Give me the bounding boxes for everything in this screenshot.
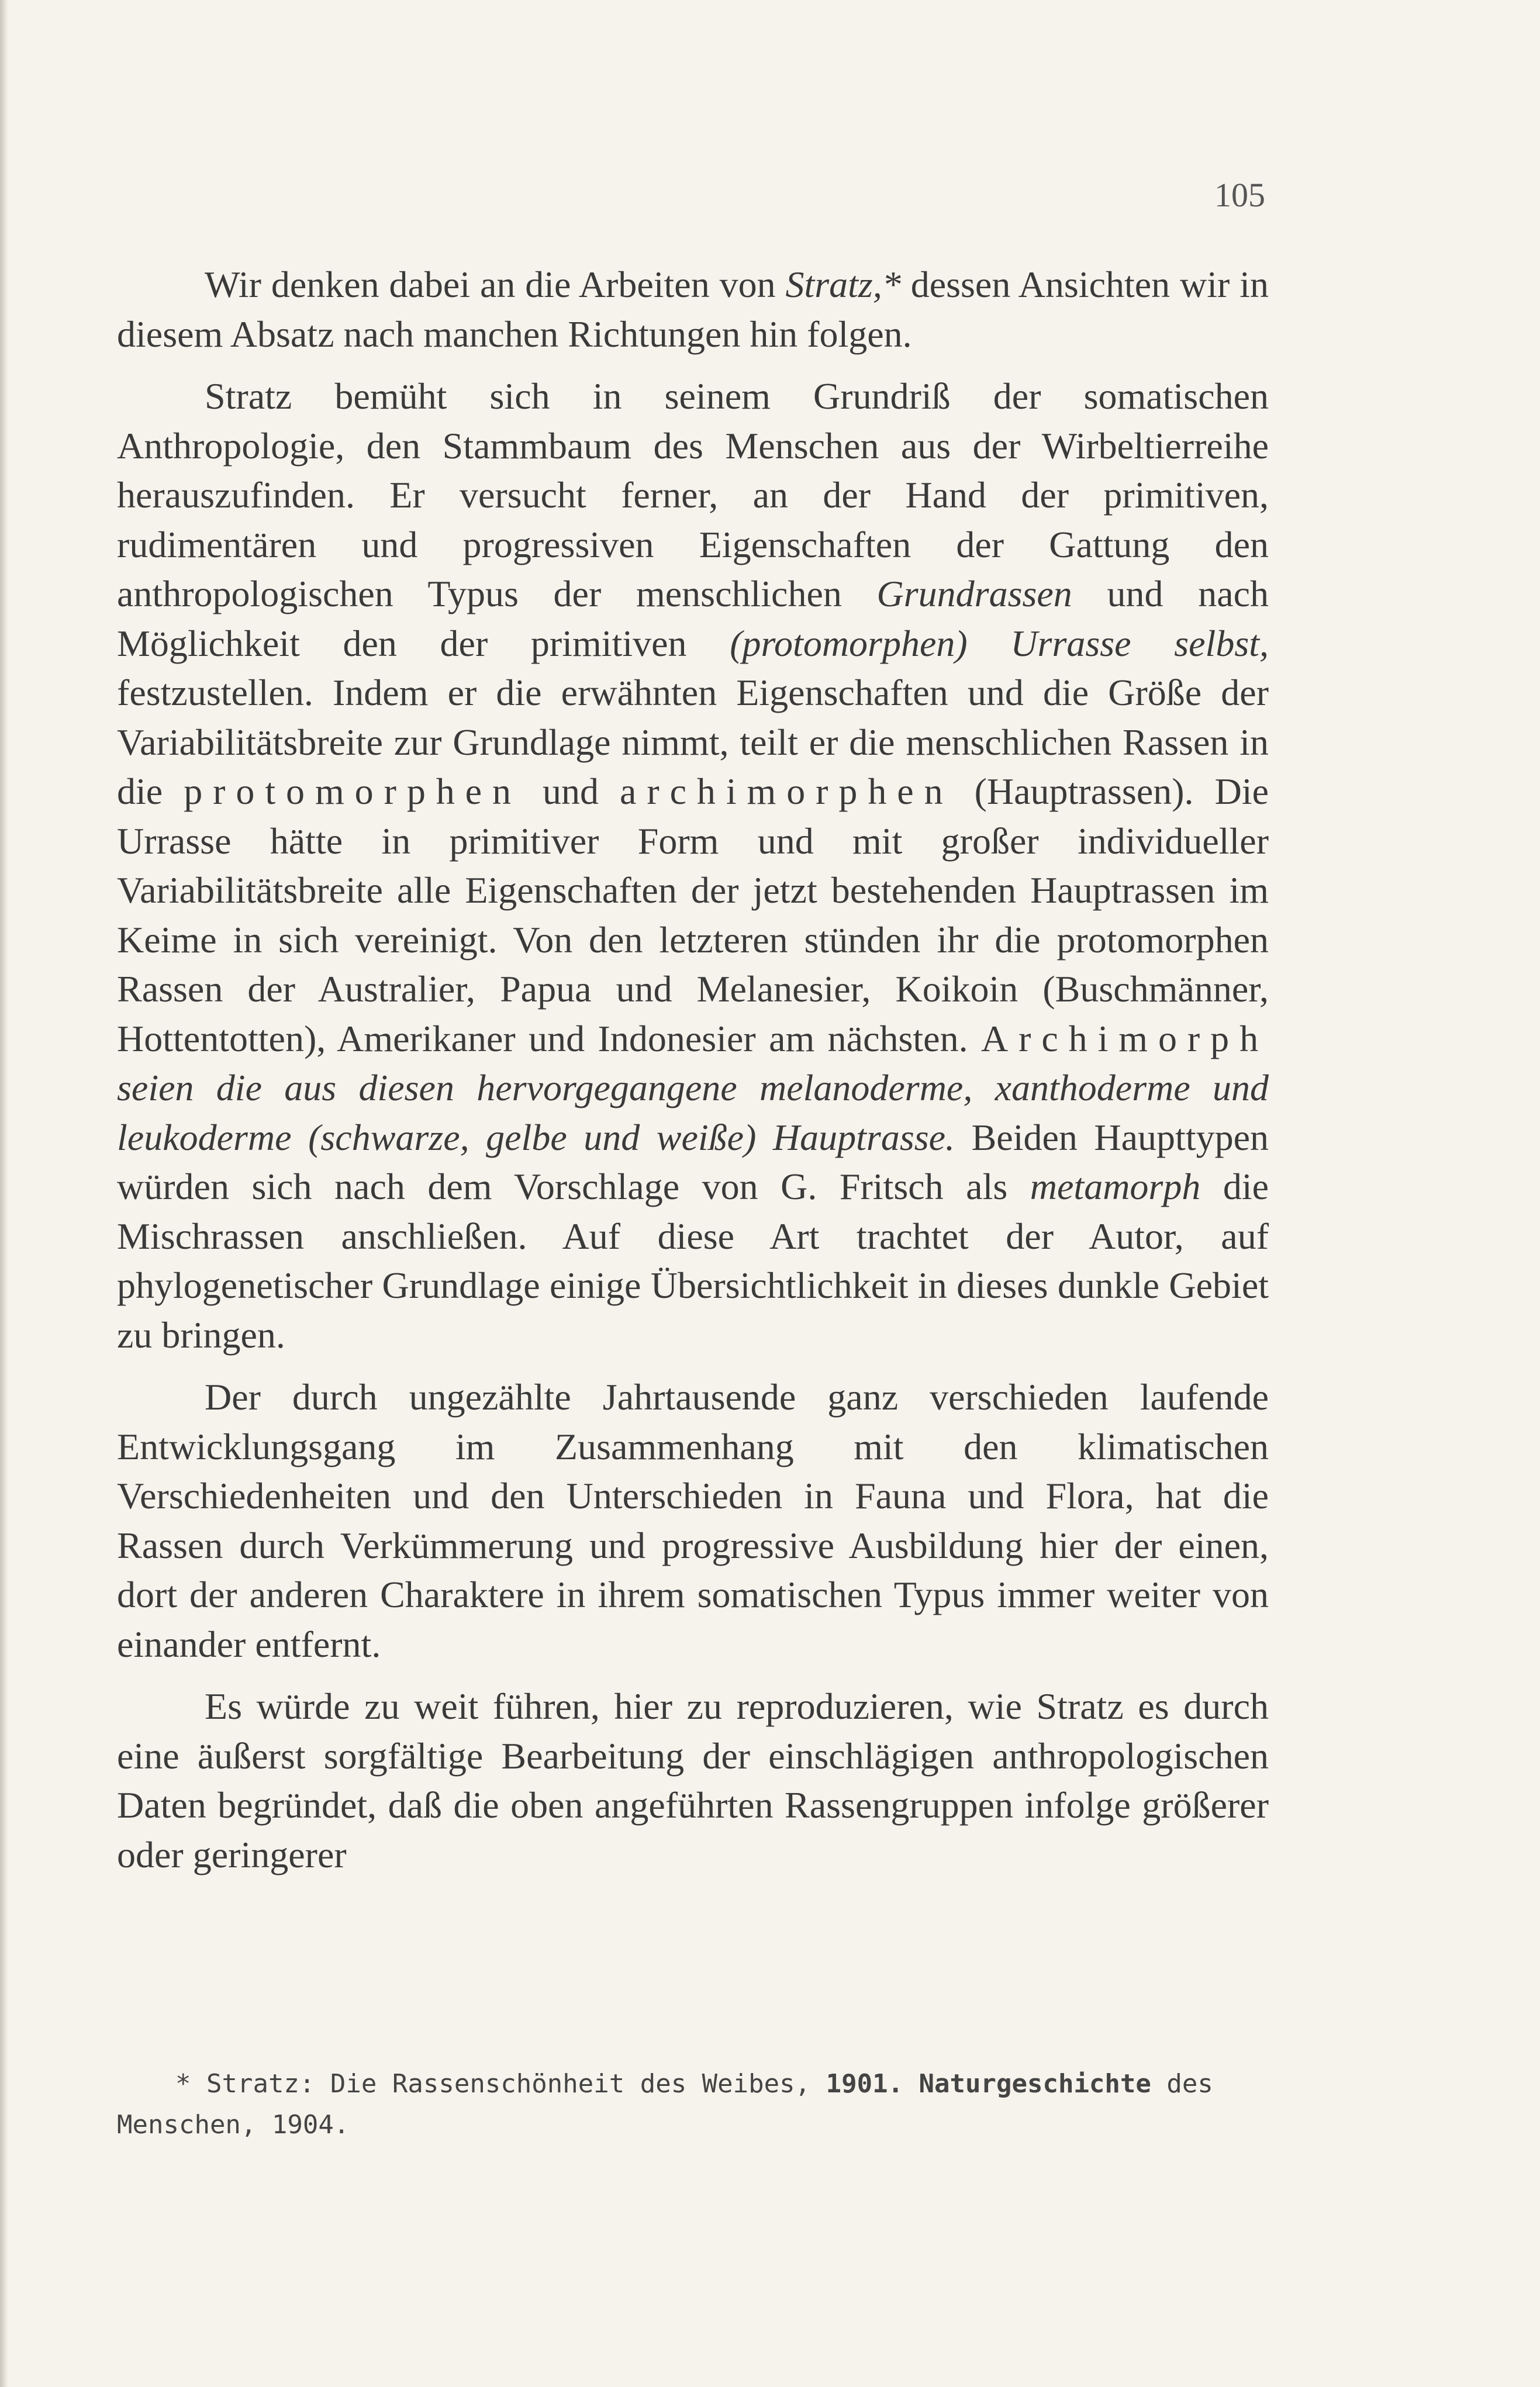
text-run: (Hauptrassen). Die Urrasse hätte in primitiver Form und mit großer individueller Variabilitätsbreite alle Eigenschaften der jetzt bestehenden Hauptrassen im Keime in sich vereinigt. Von den letzteren stünden ihr die protomorphen Rassen der Australier, Papua und Melanesier, Koikoin (Buschmänner, Hottentotten), Amerikaner und Indonesier am nächsten. <box>117 771 1269 1059</box>
text-run: dessen Ansichten wir in diesem Absatz nach manchen Richtungen hin folgen. <box>117 264 1269 355</box>
text-run: festzustellen. Indem er die erwähnten Eigenschaften und die Größe der Variabilitätsbreite zur Grundlage nimmt, teilt er die menschlichen Rassen in die <box>117 672 1269 812</box>
text-run: und <box>521 771 620 812</box>
italic-term: (protomorphen) Urrasse selbst, <box>730 622 1269 664</box>
spaced-term: archimorphen <box>620 771 954 812</box>
text-run: Wir denken dabei an die Arbeiten von <box>205 264 786 305</box>
footnote-text: des Menschen, 1904. <box>117 2069 1213 2140</box>
footnote <box>117 2064 1269 2146</box>
footnote-text: * Stratz: Die Rassenschönheit des Weibes, <box>175 2069 826 2099</box>
paragraph-3 <box>117 1373 1269 1669</box>
page-edge-shadow <box>0 0 8 2387</box>
paragraph-4 <box>117 1682 1269 1880</box>
spaced-term: protomorphen <box>184 771 522 812</box>
paragraph-1 <box>117 260 1269 359</box>
italic-term: seien die aus diesen hervorgegangene melanoderme, xanthoderme und leukoderme (schwarze, gelbe und weiße) Hauptrasse. <box>117 1067 1269 1158</box>
footnote-bold: 1901. Naturgeschichte <box>826 2069 1151 2099</box>
text-run: Beiden Haupttypen würden sich nach dem Vorschlage von G. Fritsch als <box>117 1116 1269 1207</box>
author-name-italic: Stratz,* <box>785 264 901 305</box>
text-run: und nach Möglichkeit den der primitiven <box>117 573 1269 664</box>
paragraph-2 <box>117 372 1269 1360</box>
text-run: Es würde zu weit führen, hier zu reproduzieren, wie Stratz es durch eine äußerst sorgfältige Bearbeitung der einschlägigen anthropologischen Daten begründet, daß die oben angeführten Rassengruppen infolge größerer oder geringerer <box>117 1685 1269 1875</box>
page-number: 105 <box>1214 176 1265 214</box>
italic-term: Grundrassen <box>876 573 1072 614</box>
text-run: Der durch ungezählte Jahrtausende ganz verschieden laufende Entwicklungsgang im Zusammenhang mit den klimatischen Verschiedenheiten und den Unterschieden in Fauna und Flora, hat die Rassen durch Verkümmerung und progressive Ausbildung hier der einen, dort der anderen Charaktere in ihrem somatischen Typus immer weiter von einander entfernt. <box>117 1376 1269 1665</box>
italic-term: metamorph <box>1030 1166 1201 1207</box>
spaced-term: Archimorph <box>980 1017 1269 1059</box>
text-run: die Mischrassen anschließen. Auf diese Art trachtet der Autor, auf phylogenetischer Grundlage einige Übersichtlichkeit in dieses dunkle Gebiet zu bringen. <box>117 1166 1269 1356</box>
body-text <box>117 260 1269 1880</box>
text-run: Stratz bemüht sich in seinem Grundriß der somatischen Anthropologie, den Stammbaum des Menschen aus der Wirbeltierreihe herauszufinden. Er versucht ferner, an der Hand der primitiven, rudimentären und progressiven Eigenschaften der Gattung den anthropologischen Typus der menschlichen <box>117 375 1269 614</box>
